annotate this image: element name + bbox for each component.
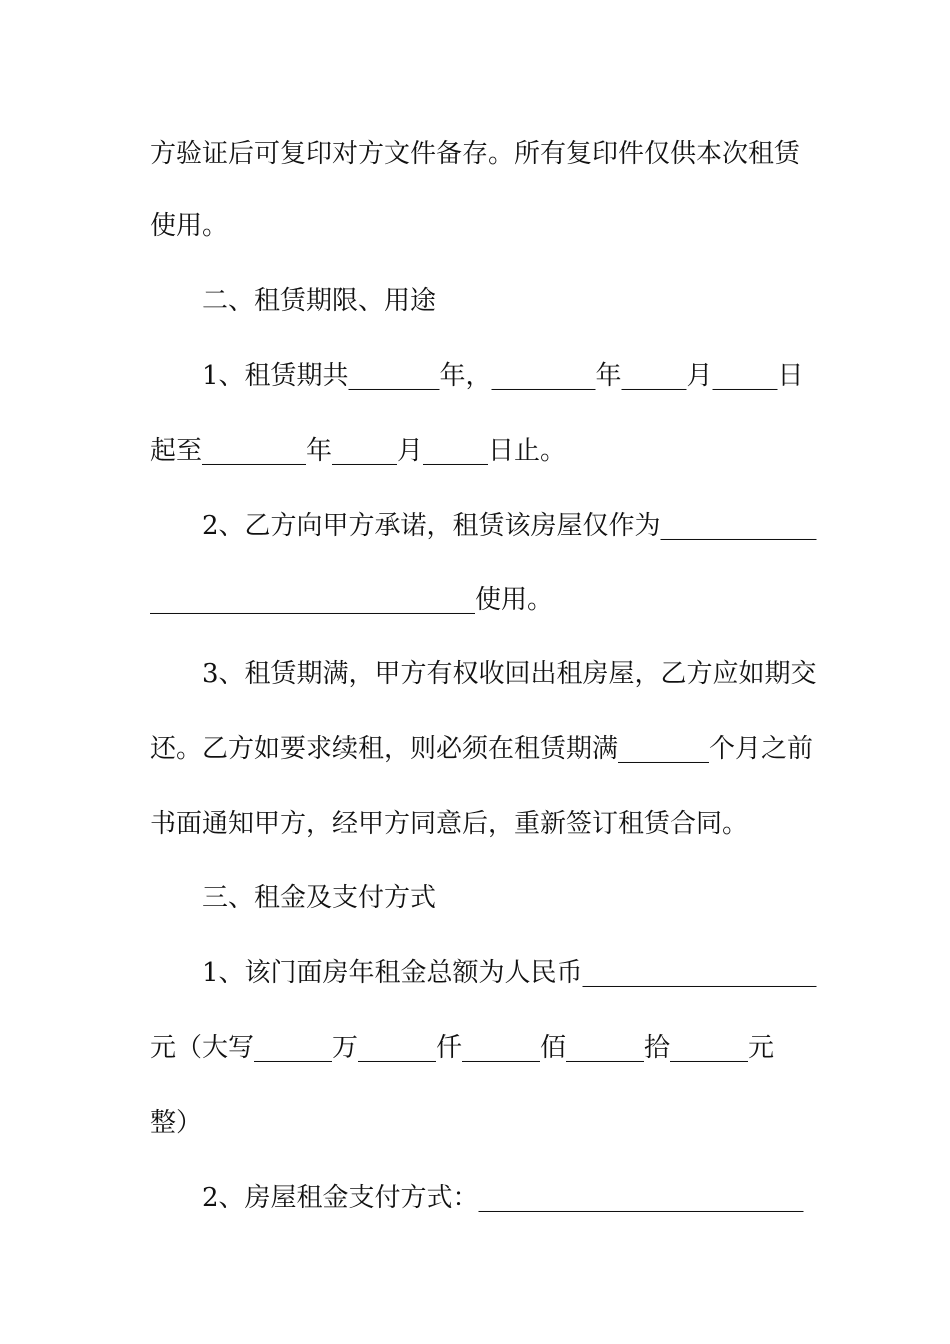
clause-line: 3、租赁期满，甲方有权收回出租房屋，乙方应如期交 <box>202 659 817 689</box>
clause-line: 1、该门面房年租金总额为人民币__________________ <box>202 958 817 988</box>
clause-line: 还。乙方如要求续租，则必须在租赁期满_______个月之前 <box>150 734 814 764</box>
clause-line: 书面通知甲方，经甲方同意后，重新签订租赁合同。 <box>150 809 749 839</box>
clause-line: _________________________使用。 <box>150 585 554 615</box>
paragraph-line: 使用。 <box>150 211 229 241</box>
paragraph-line: 方验证后可复印对方文件备存。所有复印件仅供本次租赁 <box>150 139 801 169</box>
clause-line: 2、房屋租金支付方式：_________________________ <box>202 1183 804 1213</box>
clause-line: 元（大写______万______仟______佰______拾______元 <box>150 1033 775 1063</box>
section-heading-rent-payment: 三、租金及支付方式 <box>202 883 437 913</box>
clause-line: 起至________年_____月_____日止。 <box>150 436 567 466</box>
clause-line: 整） <box>150 1108 203 1138</box>
clause-line: 2、乙方向甲方承诺，租赁该房屋仅作为____________ <box>202 511 817 541</box>
section-heading-lease-term: 二、租赁期限、用途 <box>202 286 437 316</box>
clause-line: 1、租赁期共_______年，________年_____月_____日 <box>202 361 804 391</box>
